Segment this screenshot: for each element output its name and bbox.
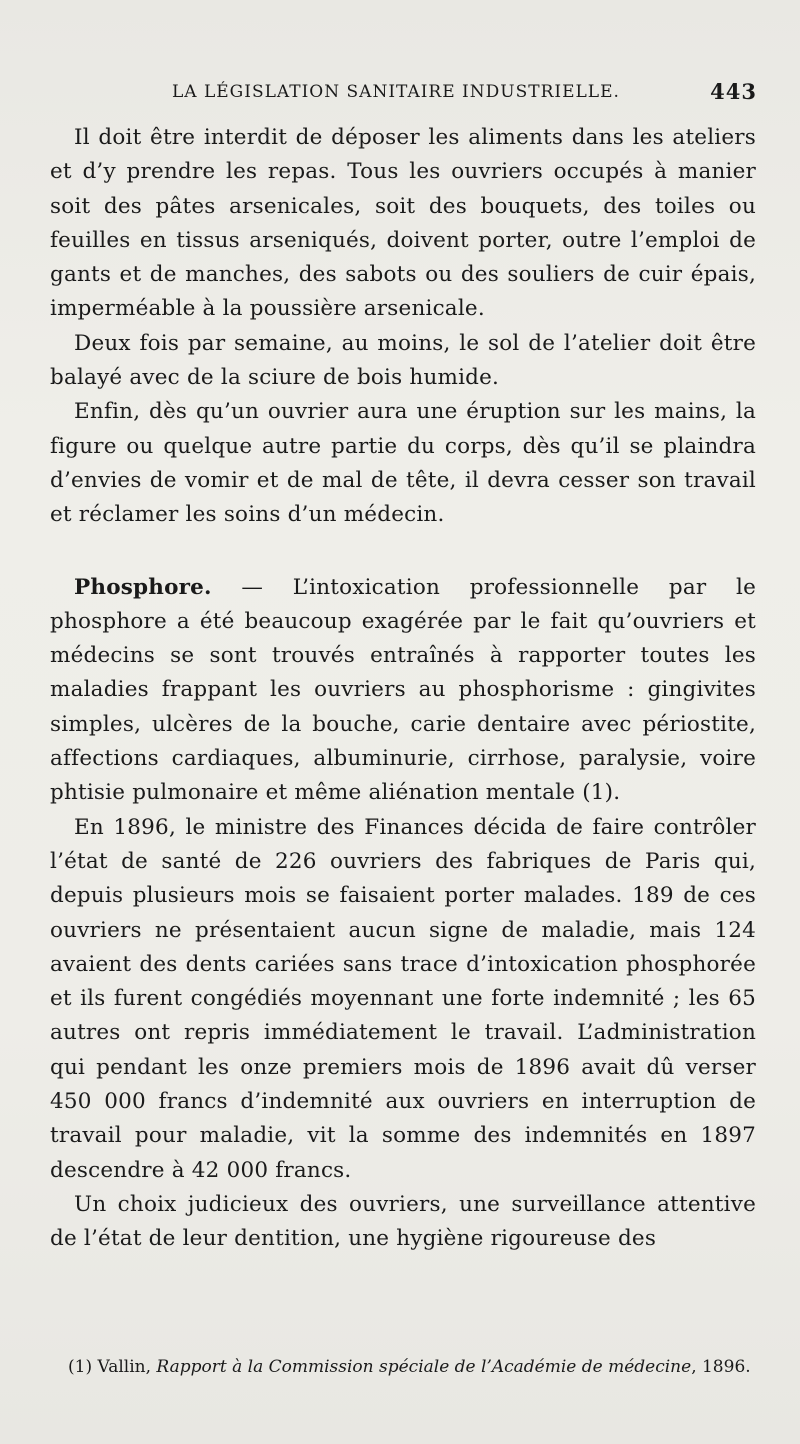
paragraph-arsenic-precautions: Il doit être interdit de déposer les aliments dans les ateliers et d’y prendre les repas. Tous les ouvriers occupés à manier soit des pâtes arsenicales, soit des bouquets, des toiles ou feuilles en tissus arseniqués, doivent porter, outre l’emploi de gants et de manches, des sabots ou des souliers de cuir épais, imperméable à la poussière arsenicale. <box>50 125 756 322</box>
running-title: LA LÉGISLATION SANITAIRE INDUSTRIELLE. <box>172 82 620 102</box>
footnote-suffix: , 1896. <box>691 1357 751 1377</box>
page-header <box>172 79 757 112</box>
paragraph-medical-care: Enfin, dès qu’un ouvrier aura une éruption sur les mains, la figure ou quelque autre partie du corps, dès qu’il se plaindra d’envies de vomir et de mal de tête, il devra cesser son travail et réclamer les soins d’un médecin. <box>50 399 756 528</box>
section-phosphore <box>50 571 756 1257</box>
body-text <box>50 121 756 1257</box>
paragraph-worker-selection: Un choix judicieux des ouvriers, une surveillance attentive de l’état de leur dentition, une hygiène rigoureuse des <box>50 1191 756 1252</box>
paragraph-1896-inspection: En 1896, le ministre des Finances décida de faire contrôler l’état de santé de 226 ouvriers des fabriques de Paris qui, depuis plusieurs mois se faisaient porter malades. 189 de ces ouvriers ne présentaient aucun signe de maladie, mais 124 avaient des dents cariées sans trace d’intoxication phosphorée et ils furent congédiés moyennant une forte indemnité ; les 65 autres ont repris immédiatement le travail. L’administration qui pendant les onze premiers mois de 1896 avait dû verser 450 000 francs d’indemnité aux ouvriers en interruption de travail pour maladie, vit la somme des indemnités en 1897 descendre à 42 000 francs. <box>50 814 756 1183</box>
footnote <box>50 1354 756 1380</box>
footnote-title: Rapport à la Commission spéciale de l’Académie de médecine <box>156 1357 692 1377</box>
footnote-prefix: (1) Vallin, <box>68 1357 157 1377</box>
paragraph-phosphore-intro-text: — L’intoxication professionnelle par le phosphore a été beaucoup exagérée par le fait qu’ouvriers et médecins se sont trouvés entraînés à rapporter toutes les maladies frappant les ouvriers au phosphorisme : gingivites simples, ulcères de la bouche, carie dentaire avec périostite, affections cardiaques, albuminurie, cirrhose, paralysie, voire phtisie pulmonaire et même aliénation mentale (1). <box>50 574 756 806</box>
paragraph-phosphore-intro <box>50 571 756 811</box>
paragraph-floor-sweeping: Deux fois par semaine, au moins, le sol de l’atelier doit être balayé avec de la sciure de bois humide. <box>50 330 756 391</box>
page-number: 443 <box>710 79 757 104</box>
section-title: Phosphore. <box>74 574 212 600</box>
